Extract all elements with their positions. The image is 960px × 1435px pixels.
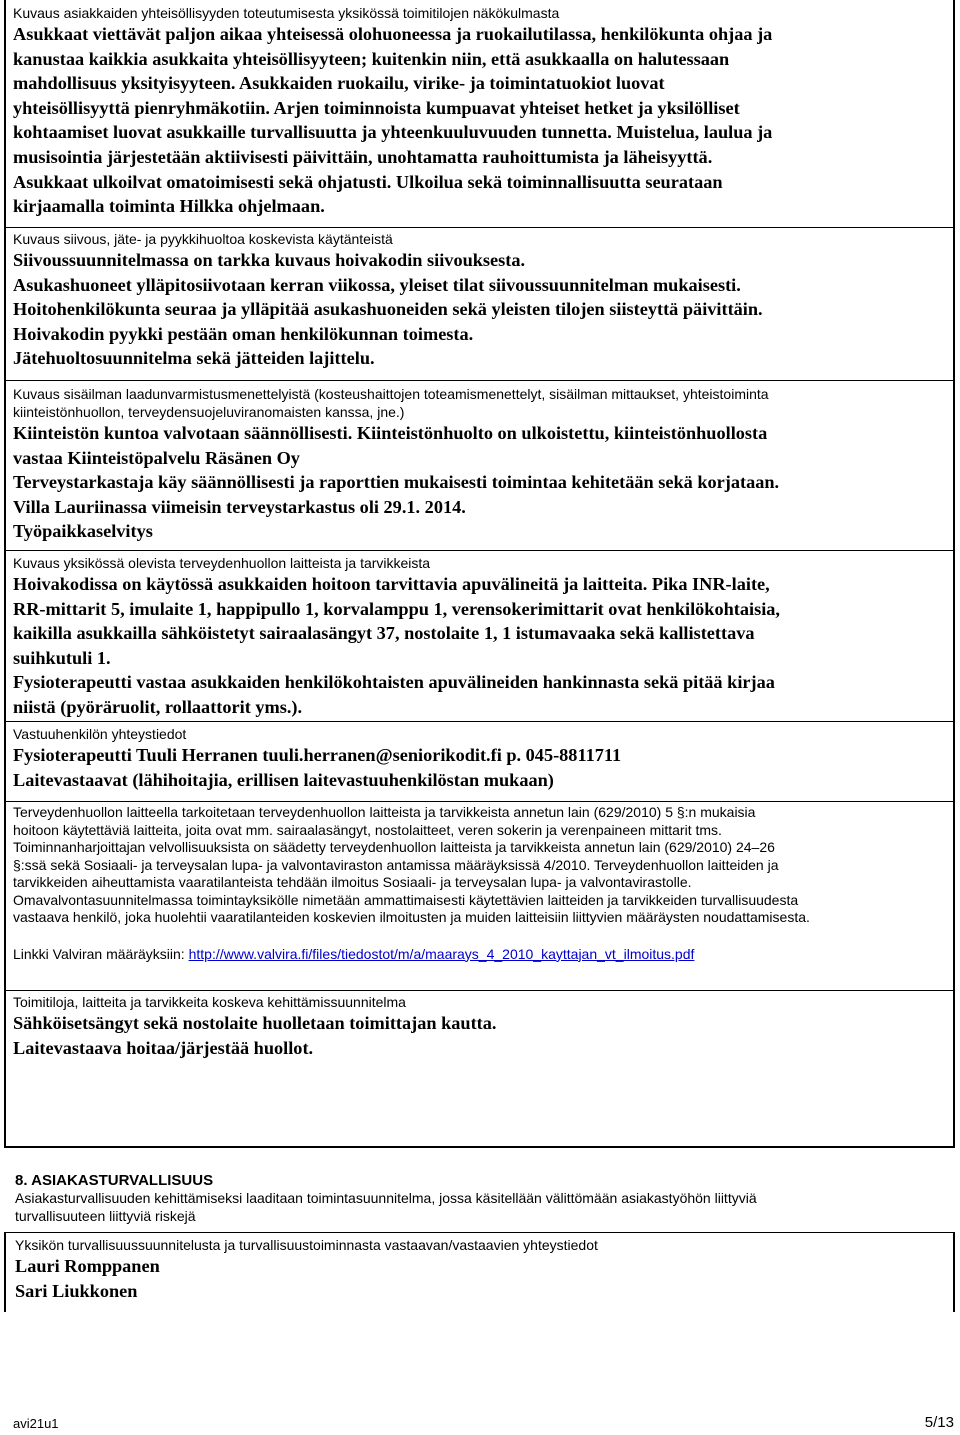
link-prefix: Linkki Valviran määräyksiin: (13, 945, 189, 962)
line: Terveystarkastaja käy säännöllisesti ja raporttien mukaisesti toimintaa kehitetään sekä korjataan. (13, 472, 780, 493)
line: Omavalvontasuunnitelmassa toimintayksikölle nimetään ammattimaisesti käytettävien laitteiden ja tarvikkeiden turvallisuudesta (13, 891, 799, 908)
line: yhteisöllisyyttä pienryhmäkotiin. Arjen toiminnoista kumpuavat yhteiset hetket ja yksilölliset (13, 97, 740, 118)
line: Kiinteistön kuntoa valvotaan säännöllisesti. Kiinteistönhuolto on ulkoistettu, kiinteistönhuollosta (13, 423, 768, 443)
valvira-link[interactable]: http://www.valvira.fi/files/tiedostot/m/a/maarays_4_2010_kayttajan_vt_ilmoitus.pdf (188, 945, 695, 962)
line: Sähköisetsängyt sekä nostolaite huolletaan toimittajan kautta. (13, 1013, 497, 1033)
line: Terveydenhuollon laitteella tarkoitetaan terveydenhuollon laitteista ja tarvikkeista annetun lain (629/2010) 5 §:n mukaisia (13, 804, 756, 820)
line: kirjaamalla toiminta Hilkka ohjelmaan. (13, 196, 325, 217)
line: tarvikkeiden aiheuttamista vaaratilanteista tehdään ilmoitus Sosiaali- ja terveysalan lupa- ja valvontavirastolle. (13, 874, 692, 890)
page-number: 5/13 (924, 1414, 954, 1431)
section-community (4, 0, 955, 219)
line: Asukkaat viettävät paljon aikaa yhteisessä olohuoneessa ja ruokailutilassa, henkilökunta ohjaa ja (13, 24, 773, 44)
line: Asukkaat ulkoilvat omatoimisesti sekä ohjatusti. Ulkoilua sekä toiminnallisuutta seurataan (13, 171, 723, 192)
line: Fysioterapeutti Tuuli Herranen tuuli.herranen@seniorikodit.fi p. 045-8811711 (13, 745, 622, 765)
section-label: Kuvaus sisäilman laadunvarmistusmenettelyistä (kosteushaittojen toteamismenettelyt, sisäilman mittaukset, yhteistoiminta (13, 386, 769, 402)
line: niistä (pyöräruolit, rollaattorit yms.). (13, 696, 303, 717)
section-label: Toimitiloja, laitteita ja tarvikkeita koskeva kehittämissuunnitelma (13, 994, 406, 1010)
line: kanustaa kaikkia asukkaita yhteisöllisyyteen; kuitenkin niin, että asukkaalla on halutessaan (13, 48, 730, 69)
line: suihkutuli 1. (13, 647, 111, 668)
line: Laitevastaavat (lähihoitajia, erillisen laitevastuuhenkilöstan mukaan) (13, 769, 554, 790)
section-responsible-person (4, 721, 955, 792)
intro-line: turvallisuuteen liittyviä riskejä (15, 1207, 196, 1224)
line: Laitevastaava hoitaa/järjestää huollot. (13, 1037, 314, 1058)
footer-code: avi21u1 (13, 1416, 59, 1431)
section-development-plan (4, 990, 955, 1060)
line: kaikilla asukkailla sähköistetyt sairaalasängyt 37, nostolaite 1, 1 istumavaaka sekä kallistettava (13, 623, 755, 644)
line: Hoivakodissa on käytössä asukkaiden hoitoon tarvittavia apuvälineitä ja laitteita. Pika INR-laite, (13, 574, 770, 594)
line: §:ssä sekä Sosiaali- ja terveysalan lupa- ja valvontaviraston antamissa määräyksissä 4/2010. Terveydenhuollon laitteiden ja (13, 856, 779, 873)
line: Asukashuoneet ylläpitosiivotaan kerran viikossa, yleiset tilat siivoussuunnitelman mukaisesti. (13, 274, 741, 295)
section-label: Kuvaus siivous, jäte- ja pyykkihuoltoa koskevista käytänteistä (13, 231, 393, 247)
line: RR-mittarit 5, imulaite 1, happipullo 1, korvalamppu 1, verensokerimittarit ovat henkilökohtaisia, (13, 598, 780, 619)
line: mahdollisuus yksityisyyteen. Asukkaiden ruokailu, virike- ja toimintatuokiot luovat (13, 73, 665, 94)
line: hoitoon käytettäviä laitteita, joita ovat mm. sairaalasängyt, nostolaitteet, veren sokerin ja verenpaineen mittarit tms. (13, 821, 722, 838)
section-label: kiinteistönhuollon, terveydensuojeluviranomaisten kanssa, jne.) (13, 404, 405, 420)
line: Hoivakodin pyykki pestään oman henkilökunnan toimesta. (13, 323, 474, 344)
section-indoor-air (4, 380, 955, 544)
line: Hoitohenkilökunta seuraa ja ylläpitää asukashuoneiden sekä yleisten tilojen siisteyttä päivittäin. (13, 299, 763, 320)
safety-contact-box (4, 1232, 955, 1312)
section-label: Kuvaus asiakkaiden yhteisöllisyyden toteutumisesta yksikössä toimitilojen näkökulmasta (13, 5, 560, 21)
line: Siivoussuunnitelmassa on tarkka kuvaus hoivakodin siivouksesta. (13, 250, 526, 270)
contact-name: Sari Liukkonen (15, 1280, 138, 1301)
section-legal-text (4, 801, 955, 963)
section-client-safety (4, 1172, 955, 1225)
intro-line: Asiakasturvallisuuden kehittämiseksi laaditaan toimintasuunnitelma, jossa käsitellään välittömään asiakastyöhön liittyviä (15, 1190, 757, 1206)
line: Jätehuoltosuunnitelma sekä jätteiden lajittelu. (13, 348, 375, 369)
line: vastaa Kiinteistöpalvelu Räsänen Oy (13, 447, 300, 468)
section-label: Kuvaus yksikössä olevista terveydenhuollon laitteista ja tarvikkeista (13, 555, 431, 571)
line: vastaava henkilö, joka huolehtii vaaratilanteiden koskevien ilmoitusten ja muiden laitteisiin liittyvien määräysten noudattamisesta. (13, 909, 810, 925)
line: Fysioterapeutti vastaa asukkaiden henkilökohtaisten apuvälineiden hankinnasta sekä pitää kirjaa (13, 672, 775, 693)
section-cleaning (4, 227, 955, 371)
line: Villa Lauriinassa viimeisin terveystarkastus oli 29.1. 2014. (13, 496, 466, 517)
section-devices (4, 550, 955, 720)
line: Toiminnanharjoittajan velvollisuuksista on säädetty terveydenhuollon laitteista ja tarvikkeista annetun lain (629/2010) 24–26 (13, 839, 775, 855)
section-label: Yksikön turvallisuussuunnitelusta ja turvallisuustoiminnasta vastaavan/vastaavien yhteystiedot (15, 1237, 598, 1253)
line: Työpaikkaselvitys (13, 521, 153, 542)
section-heading: 8. ASIAKASTURVALLISUUS (15, 1172, 214, 1189)
line: musisointia järjestetään aktiivisesti päivittäin, unohtamatta rauhoittumista ja läheisyyttä. (13, 146, 713, 167)
contact-name: Lauri Romppanen (15, 1256, 160, 1276)
section-label: Vastuuhenkilön yhteystiedot (13, 726, 187, 742)
line: kohtaamiset luovat asukkaille turvallisuutta ja yhteenkuuluvuuden tunnetta. Muistelua, laulua ja (13, 122, 773, 143)
valvira-link-line (13, 946, 949, 964)
